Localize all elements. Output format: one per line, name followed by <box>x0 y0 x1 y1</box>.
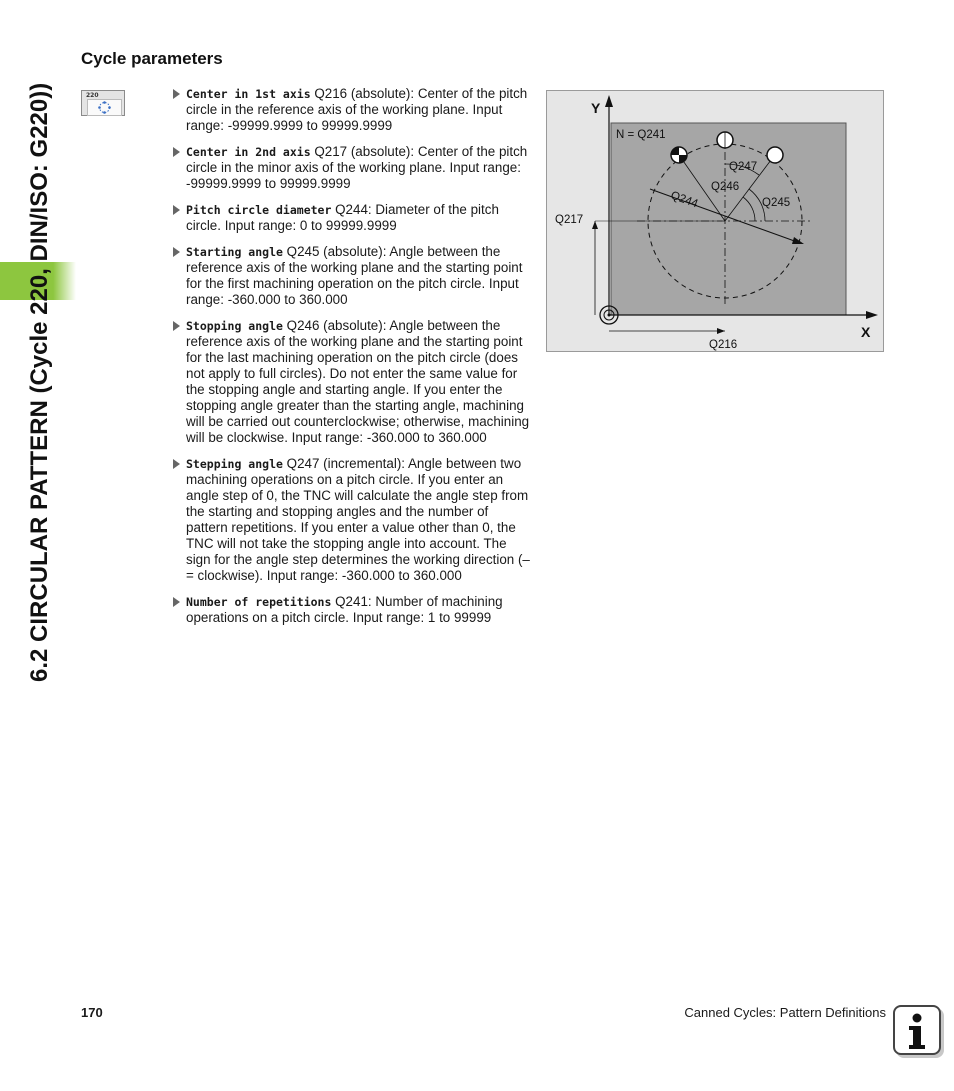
param-item <box>172 86 532 134</box>
footer-chapter-title: Canned Cycles: Pattern Definitions <box>684 1005 886 1020</box>
y-axis-arrow <box>605 95 613 107</box>
x-axis-label: X <box>861 324 871 340</box>
pitch-circle-diagram <box>546 90 884 352</box>
param-item <box>172 594 532 626</box>
param-desc: Q245 (absolute): Angle between the reference axis of the working plane and the starting point for the first machining operation on the pitch circle. Input range: -360.000 to 360.000 <box>186 244 523 307</box>
param-desc: Q244: Diameter of the pitch circle. Input range: 0 to 99999.9999 <box>186 202 499 233</box>
bullet-arrow-icon <box>173 597 180 607</box>
workpiece <box>611 123 846 315</box>
param-name: Stepping angle <box>186 457 283 471</box>
bullet-arrow-icon <box>173 89 180 99</box>
bullet-arrow-icon <box>173 247 180 257</box>
side-chapter-title: 6.2 CIRCULAR PATTERN (Cycle 220, DIN/ISO: G220)) <box>26 82 53 682</box>
last-hole <box>767 147 783 163</box>
y-axis-label: Y <box>591 100 601 116</box>
cycle-220-icon <box>81 90 125 116</box>
param-name: Center in 1st axis <box>186 87 311 101</box>
param-name: Center in 2nd axis <box>186 145 311 159</box>
bullet-arrow-icon <box>173 205 180 215</box>
pattern-panel <box>87 99 122 116</box>
param-item <box>172 456 532 584</box>
x-axis-arrow <box>866 311 878 319</box>
label-q247: Q247 <box>729 161 758 173</box>
param-name: Number of repetitions <box>186 595 332 609</box>
label-q246: Q246 <box>711 181 740 193</box>
param-desc: Q246 (absolute): Angle between the reference axis of the working plane and the starting point for the last machining operation on the pitch circle (does not apply to full circles). Do not enter the same value for the stopping angle and starting angle. If you enter the stopping angle greater than the starting angle, machining will be carried out counterclockwise; otherwise, machining will be clockwise. Input range: -360.000 to 360.000 <box>186 318 530 445</box>
label-q217: Q217 <box>555 214 584 226</box>
param-name: Stopping angle <box>186 319 283 333</box>
bullet-arrow-icon <box>173 321 180 331</box>
param-item <box>172 202 532 234</box>
parameter-list <box>172 86 532 636</box>
param-desc: Q247 (incremental): Angle between two machining operations on a pitch circle. If you enter an angle step of 0, the TNC will calculate the angle step from the starting and stopping angles and the number of pattern repetitions. If you enter a value other than 0, the TNC will not take the stopping angle into account. The sign for the angle step determines the working direction (– = clockwise). Input range: -360.000 to 360.000 <box>186 456 530 583</box>
param-name: Starting angle <box>186 245 283 259</box>
param-item <box>172 318 532 446</box>
cycle-number-label: 220 <box>86 92 99 99</box>
param-desc: Q216 (absolute): Center of the pitch circle in the reference axis of the working plane. Input range: -99999.9999 to 99999.9999 <box>186 86 528 133</box>
param-item <box>172 144 532 192</box>
label-q244: Q244 <box>668 189 700 211</box>
page-number: 170 <box>81 1005 103 1020</box>
param-item <box>172 244 532 308</box>
label-q245: Q245 <box>762 197 791 209</box>
label-n: N = Q241 <box>616 129 666 141</box>
info-icon <box>893 1005 941 1055</box>
param-desc: Q241: Number of machining operations on a pitch circle. Input range: 1 to 99999 <box>186 594 503 625</box>
label-q216: Q216 <box>709 339 738 351</box>
bullet-arrow-icon <box>173 147 180 157</box>
bullet-arrow-icon <box>173 459 180 469</box>
param-name: Pitch circle diameter <box>186 203 332 217</box>
section-heading: Cycle parameters <box>81 49 223 68</box>
param-desc: Q217 (absolute): Center of the pitch circle in the minor axis of the working plane. Input range: -99999.9999 to 99999.9999 <box>186 144 528 191</box>
